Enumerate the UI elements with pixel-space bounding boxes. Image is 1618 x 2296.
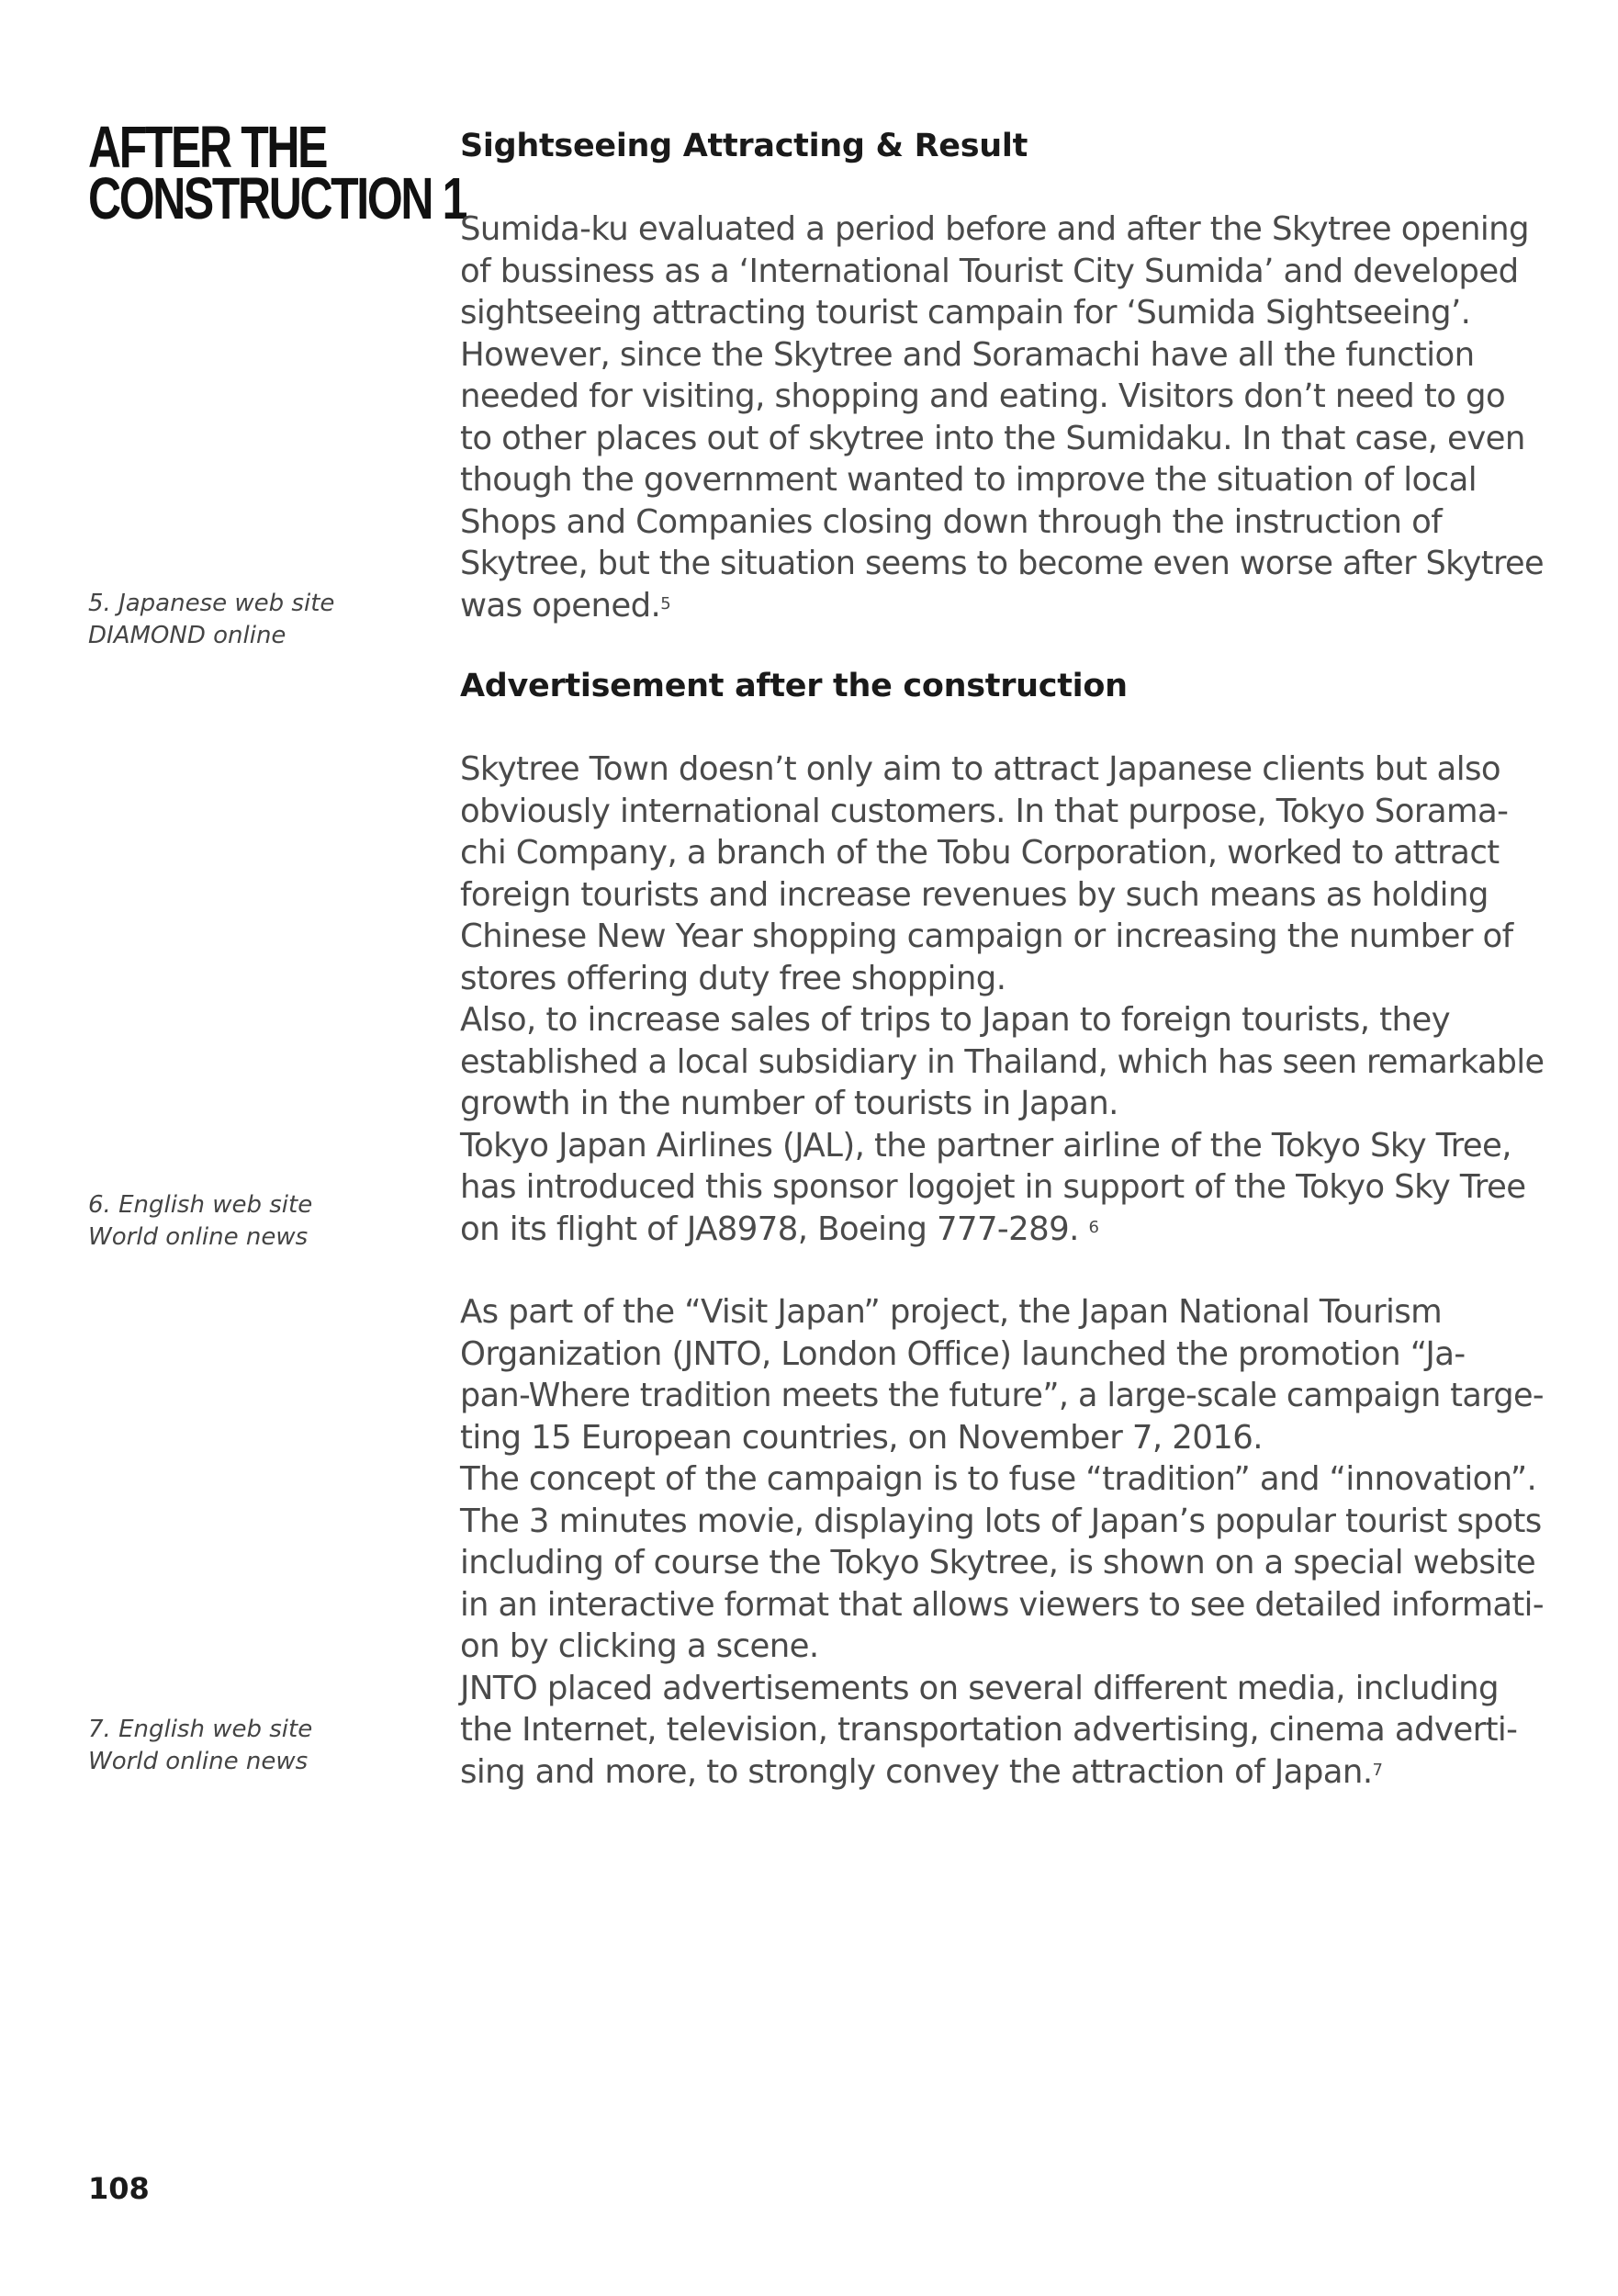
text-line: established a local subsidiary in Thailand, which has seen remarkable <box>460 1042 1545 1081</box>
text-line: on by clicking a scene. <box>460 1627 819 1665</box>
footnote-7 <box>88 1714 312 1778</box>
footnote-ref-7: 7 <box>1372 1760 1383 1780</box>
text-line: pan-Where tradition meets the future”, a large-scale campaign targe- <box>460 1377 1544 1414</box>
text-line: Skytree, but the situation seems to become even worse after Skytree <box>460 545 1544 582</box>
text-line: in an interactive format that allows viewers to see detailed informati- <box>460 1585 1544 1624</box>
text-line: The 3 minutes movie, displaying lots of Japan’s popular tourist spots <box>460 1502 1542 1540</box>
section-advertisement-paragraph-2 <box>460 1291 1544 1793</box>
text-line: As part of the “Visit Japan” project, the Japan National Tourism <box>460 1293 1443 1331</box>
text-line: the Internet, television, transportation advertising, cinema adverti- <box>460 1711 1518 1749</box>
footnote-5 <box>88 588 334 652</box>
text-line <box>460 585 1544 627</box>
footnote-5-line-1: 5. Japanese web site <box>88 590 335 617</box>
page-number: 108 <box>88 2171 150 2206</box>
footnote-6 <box>88 1189 312 1254</box>
text-line: including of course the Tokyo Skytree, is shown on a special website <box>460 1544 1536 1581</box>
footnote-6-line-1: 6. English web site <box>88 1191 313 1219</box>
section-heading-sightseeing: Sightseeing Attracting & Result <box>460 128 1028 164</box>
text-line: to other places out of skytree into the Sumidaku. In that case, even <box>460 419 1525 457</box>
text-line: needed for visiting, shopping and eating. Visitors don’t need to go <box>460 377 1506 415</box>
text-line: stores offering duty free shopping. <box>460 959 1006 997</box>
text-line: Also, to increase sales of trips to Japan to foreign tourists, they <box>460 1001 1451 1039</box>
footnote-7-line-2: World online news <box>88 1748 309 1775</box>
text-line: ting 15 European countries, on November 7, 2016. <box>460 1418 1263 1457</box>
chapter-title-line-1: AFTER THE <box>88 114 327 180</box>
footnote-6-line-2: World online news <box>88 1223 309 1251</box>
text-line: sightseeing attracting tourist campain for ‘Sumida Sightseeing’. <box>460 294 1471 332</box>
section-advertisement-paragraph-1 <box>460 748 1544 1250</box>
section-heading-advertisement: Advertisement after the construction <box>460 668 1128 704</box>
text-line: foreign tourists and increase revenues by such means as holding <box>460 875 1489 914</box>
text-line: Skytree Town doesn’t only aim to attract Japanese clients but also <box>460 750 1500 788</box>
footnote-5-line-2: DIAMOND online <box>88 622 287 649</box>
main-text-column <box>460 124 1544 1793</box>
chapter-title-line-2: CONSTRUCTION 1 <box>88 165 466 231</box>
chapter-title <box>88 114 466 231</box>
text-line-content: sing and more, to strongly convey the attraction of Japan. <box>460 1752 1373 1791</box>
text-line: Organization (JNTO, London Office) launched the promotion “Ja- <box>460 1334 1466 1373</box>
text-line: However, since the Skytree and Soramachi have all the function <box>460 335 1475 374</box>
text-line: Shops and Companies closing down through the instruction of <box>460 502 1443 541</box>
text-line: JNTO placed advertisements on several different media, including <box>460 1669 1499 1707</box>
text-line-content: was opened. <box>460 586 661 625</box>
text-line: has introduced this sponsor logojet in support of the Tokyo Sky Tree <box>460 1168 1526 1206</box>
text-line: chi Company, a branch of the Tobu Corporation, worked to attract <box>460 834 1500 872</box>
text-line: Tokyo Japan Airlines (JAL), the partner airline of the Tokyo Sky Tree, <box>460 1126 1511 1165</box>
text-line: The concept of the campaign is to fuse “tradition” and “innovation”. <box>460 1460 1537 1498</box>
text-line: though the government wanted to improve the situation of local <box>460 461 1478 499</box>
text-line: Chinese New Year shopping campaign or increasing the number of <box>460 917 1513 955</box>
text-line: Sumida-ku evaluated a period before and after the Skytree opening <box>460 210 1529 248</box>
section-sightseeing-paragraph <box>460 208 1544 626</box>
text-line <box>460 1751 1544 1794</box>
footnote-ref-5: 5 <box>660 593 671 613</box>
text-line <box>460 1209 1544 1251</box>
footnote-ref-6: 6 <box>1088 1217 1099 1237</box>
text-line: growth in the number of tourists in Japan. <box>460 1085 1118 1122</box>
text-line-content: on its flight of JA8978, Boeing 777-289. <box>460 1210 1089 1248</box>
footnote-7-line-1: 7. English web site <box>88 1716 313 1743</box>
text-line: of bussiness as a ‘International Tourist City Sumida’ and developed <box>460 252 1519 290</box>
text-line: obviously international customers. In that purpose, Tokyo Sorama- <box>460 792 1509 830</box>
